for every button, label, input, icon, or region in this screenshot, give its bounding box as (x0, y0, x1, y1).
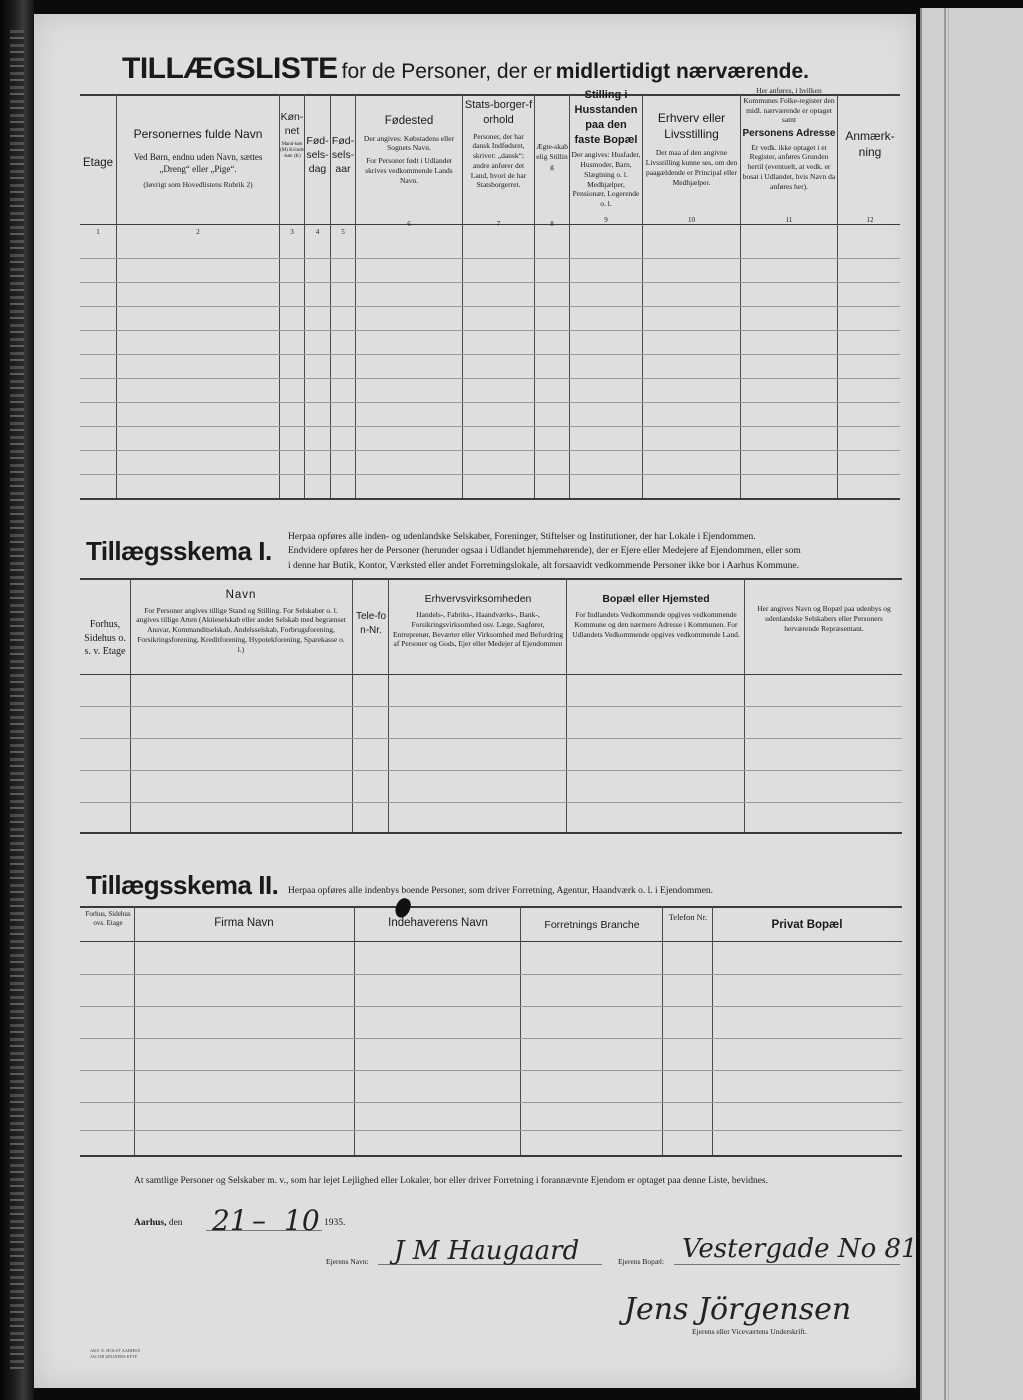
col-name-desc: Ved Børn, endnu uden Navn, sættes „Dreng“ eller „Pige“. (133, 152, 263, 174)
col-num-12: 12 (866, 216, 874, 224)
col-name-desc2: (Iøvrigt som Hovedlistens Rubrik 2) (143, 179, 253, 189)
skema1-note (288, 530, 908, 573)
col-household-header (571, 88, 641, 209)
col-address-desc: Er vedk. ikke optaget i et Register, anføres Grunden hertil (eventuelt, at vedk. er bosat i Udlandet, hvis Navn da anføres her). (742, 142, 836, 191)
col-citizenship-desc: Personer, der har dansk Indfødsret, skriver: „dansk“; andre anfører det Land, hvori de har Statsborgerret. (470, 131, 527, 190)
col-num-7: 7 (496, 220, 501, 228)
col-num-2: 2 (196, 228, 200, 236)
printer-mark: AKS. E. HOLST AARHUS JACOB ZEUNERS EFTF. (90, 1348, 141, 1359)
attestation-text: At samtlige Personer og Selskaber m. v., som har lejet Lejlighed eller Lokaler, bor eller driver Forretning i forannævnte Ejendom er optaget paa denne Liste, bevidnes. (134, 1176, 768, 1186)
skema1-col-etage: Forhus, Sidehus o. s. v. Etage (84, 619, 126, 657)
col-birthyear-header: Fød-sels-aar (331, 135, 355, 176)
year-text: 1935. (324, 1218, 346, 1228)
title-rest: for de Personer, der er (341, 60, 552, 83)
col-num-9: 9 (604, 216, 608, 224)
col-etage-header: Etage (82, 157, 114, 169)
skema2-col-firm: Firma Navn (214, 917, 274, 929)
address-underline (674, 1264, 900, 1265)
den-label: den (168, 1218, 183, 1228)
skema1-col-name-title: Navn (225, 589, 257, 601)
col-num-3: 3 (290, 228, 294, 236)
skema2-col-etage: Forhus, Sidehus ovs. Etage (85, 910, 131, 928)
skema1-col-residence-title: Bopæl eller Hjemsted (602, 593, 710, 605)
col-name-title: Personernes fulde Navn (133, 127, 263, 141)
skema1-note-line2: Endvidere opføres her de Personer (herunder ogsaa i Udlandet hjemmehørende), der er Ejere eller Medejere af Ejendommen, eller som (288, 546, 801, 557)
skema1-col-business-desc: Handels-, Fabriks-, Haandværks-, Bank-, Forsikringsvirksomhed osv. Læge, Sagfører, Entreprenør, Beværter eller Virksomhed med Befordring af Personer og Gods, Ejer eller Medejer af Ejendommen (393, 610, 563, 649)
skema2-col-phone: Telefon Nr. (668, 912, 708, 922)
owner-address-label: Ejerens Bopæl: (618, 1257, 665, 1266)
col-address-header (742, 86, 836, 191)
col-citizenship-title: Stats-borger-forhold (464, 99, 533, 126)
col-occupation-desc: Det maa af den angivne Livsstilling kunne ses, om den paagældende er Principal eller Medhjælper. (645, 148, 738, 187)
skema1-col-business (392, 592, 564, 649)
skema1-col-phone: Tele-fon-Nr. (355, 611, 386, 636)
col-gender-desc: Mand-køn (M) Kvinde-køn (K) (280, 142, 304, 160)
book-binding (0, 0, 34, 1400)
col-citizenship-header (464, 98, 533, 190)
col-name-header (118, 126, 278, 189)
date-line (134, 1216, 183, 1230)
col-num-1: 1 (96, 228, 100, 236)
col-num-11: 11 (785, 216, 793, 224)
col-address-desc-top: Her anføres, i hvilken Kommunes Folke-register den midl. nærværende er optaget samt (743, 86, 835, 125)
skema1-note-line3: i denne har Butik, Kontor, Værksted eller andet Forretningslokale, alt forsaavidt vedkommende Personer ikke bor i Aarhus Kommune. (288, 560, 800, 571)
page-title (122, 52, 809, 86)
skema1-title: Tillægsskema I. (86, 536, 272, 566)
col-birthplace-desc: Der angives: Købstadens eller Sognets Navn. (363, 133, 455, 153)
title-main: TILLÆGSLISTE (122, 52, 338, 85)
date-month-handwritten: 10 (284, 1204, 320, 1237)
signature-label: Ejerens eller Viceværtens Underskrift. (692, 1327, 807, 1336)
col-num-4: 4 (315, 228, 320, 236)
col-num-5: 5 (341, 228, 345, 236)
owner-address-handwritten: Vestergade No 81 (682, 1234, 918, 1264)
col-marital-header: Ægte-skabelig Stilling (535, 142, 569, 171)
col-gender-title: Køn-net (280, 111, 304, 138)
date-dash: – (252, 1204, 266, 1237)
col-occupation-title: Erhverv eller Livsstilling (657, 111, 726, 142)
col-num-8: 8 (550, 220, 554, 228)
skema2-note: Herpaa opføres alle indenbys boende Personer, som driver Forretning, Agentur, Haandværk o. l. i Ejendommen. (288, 886, 714, 896)
col-address-title: Personens Adresse (742, 128, 836, 139)
skema1-col-residence (570, 592, 742, 639)
skema2-col-private-address: Privat Bopæl (771, 919, 843, 931)
skema1-col-residence-desc: For Indlandets Vedkommende opgives vedkommende Kommune og den nærmere Adresse i Kommunen. For Udlandets Vedkommende opgives vedkommende Land. (572, 610, 740, 639)
adjacent-page-edge (920, 8, 1023, 1400)
skema2-title: Tillægsskema II. (86, 870, 279, 900)
skema1-col-name-desc: For Personer angives tillige Stand og Stilling. For Selskaber o. l. angives tillige Arten (Aktieselskab eller andet Selskab med begrænset Ansvar, Kommanditselskab, Andelsselskab, Forbrugsforening, Forsikringsforening, Kreditforening, Hypotekforening, Sparekasse o. l.) (136, 605, 346, 654)
col-household-desc: Der angives: Husfader, Husmoder, Barn, Slægtning o. l. Medhjælper, Pensionær, Logerende o. l. (571, 150, 641, 209)
title-bold: midlertidigt nærværende. (555, 60, 810, 83)
skema1-col-name (134, 588, 348, 654)
city-label: Aarhus, (134, 1218, 167, 1228)
col-remark-header: Anmærk-ning (845, 129, 895, 160)
skema1-col-business-title: Erhvervsvirksomheden (424, 593, 532, 605)
skema2-col-owner: Indehaverens Navn (388, 917, 488, 929)
col-birthday-header: Fød-sels-dag (306, 135, 329, 176)
col-num-6: 6 (407, 220, 411, 228)
skema1-col-representative: Her angives Navn og Bopæl paa udenbys og udenlandske Selskabers eller Personers herværende Repræsentant. (757, 604, 891, 633)
col-household-title: Stilling i Husstanden paa den faste Bopæl (574, 89, 638, 146)
signature-handwritten: Jens Jörgensen (624, 1292, 852, 1327)
skema2-col-branch: Forretnings Branche (544, 919, 640, 931)
skema1-note-line1: Herpaa opføres alle inden- og udenlandske Selskaber, Foreninger, Stiftelser og Institutioner, der har Lokale i Ejendommen. (288, 532, 756, 542)
owner-name-handwritten: J M Haugaard (394, 1236, 580, 1266)
col-birthplace-title: Fødested (384, 115, 434, 127)
binding-texture (10, 30, 24, 1370)
col-birthplace-header (358, 114, 460, 185)
col-occupation-header (644, 110, 739, 187)
col-gender-header (280, 110, 304, 160)
col-birthplace-desc2: For Personer født i Udlandet skrives vedkommende Lands Navn. (365, 156, 453, 185)
date-day-handwritten: 21 (212, 1204, 248, 1237)
owner-name-label: Ejerens Navn: (326, 1257, 369, 1266)
col-num-10: 10 (688, 216, 695, 224)
form-page (34, 14, 916, 1388)
